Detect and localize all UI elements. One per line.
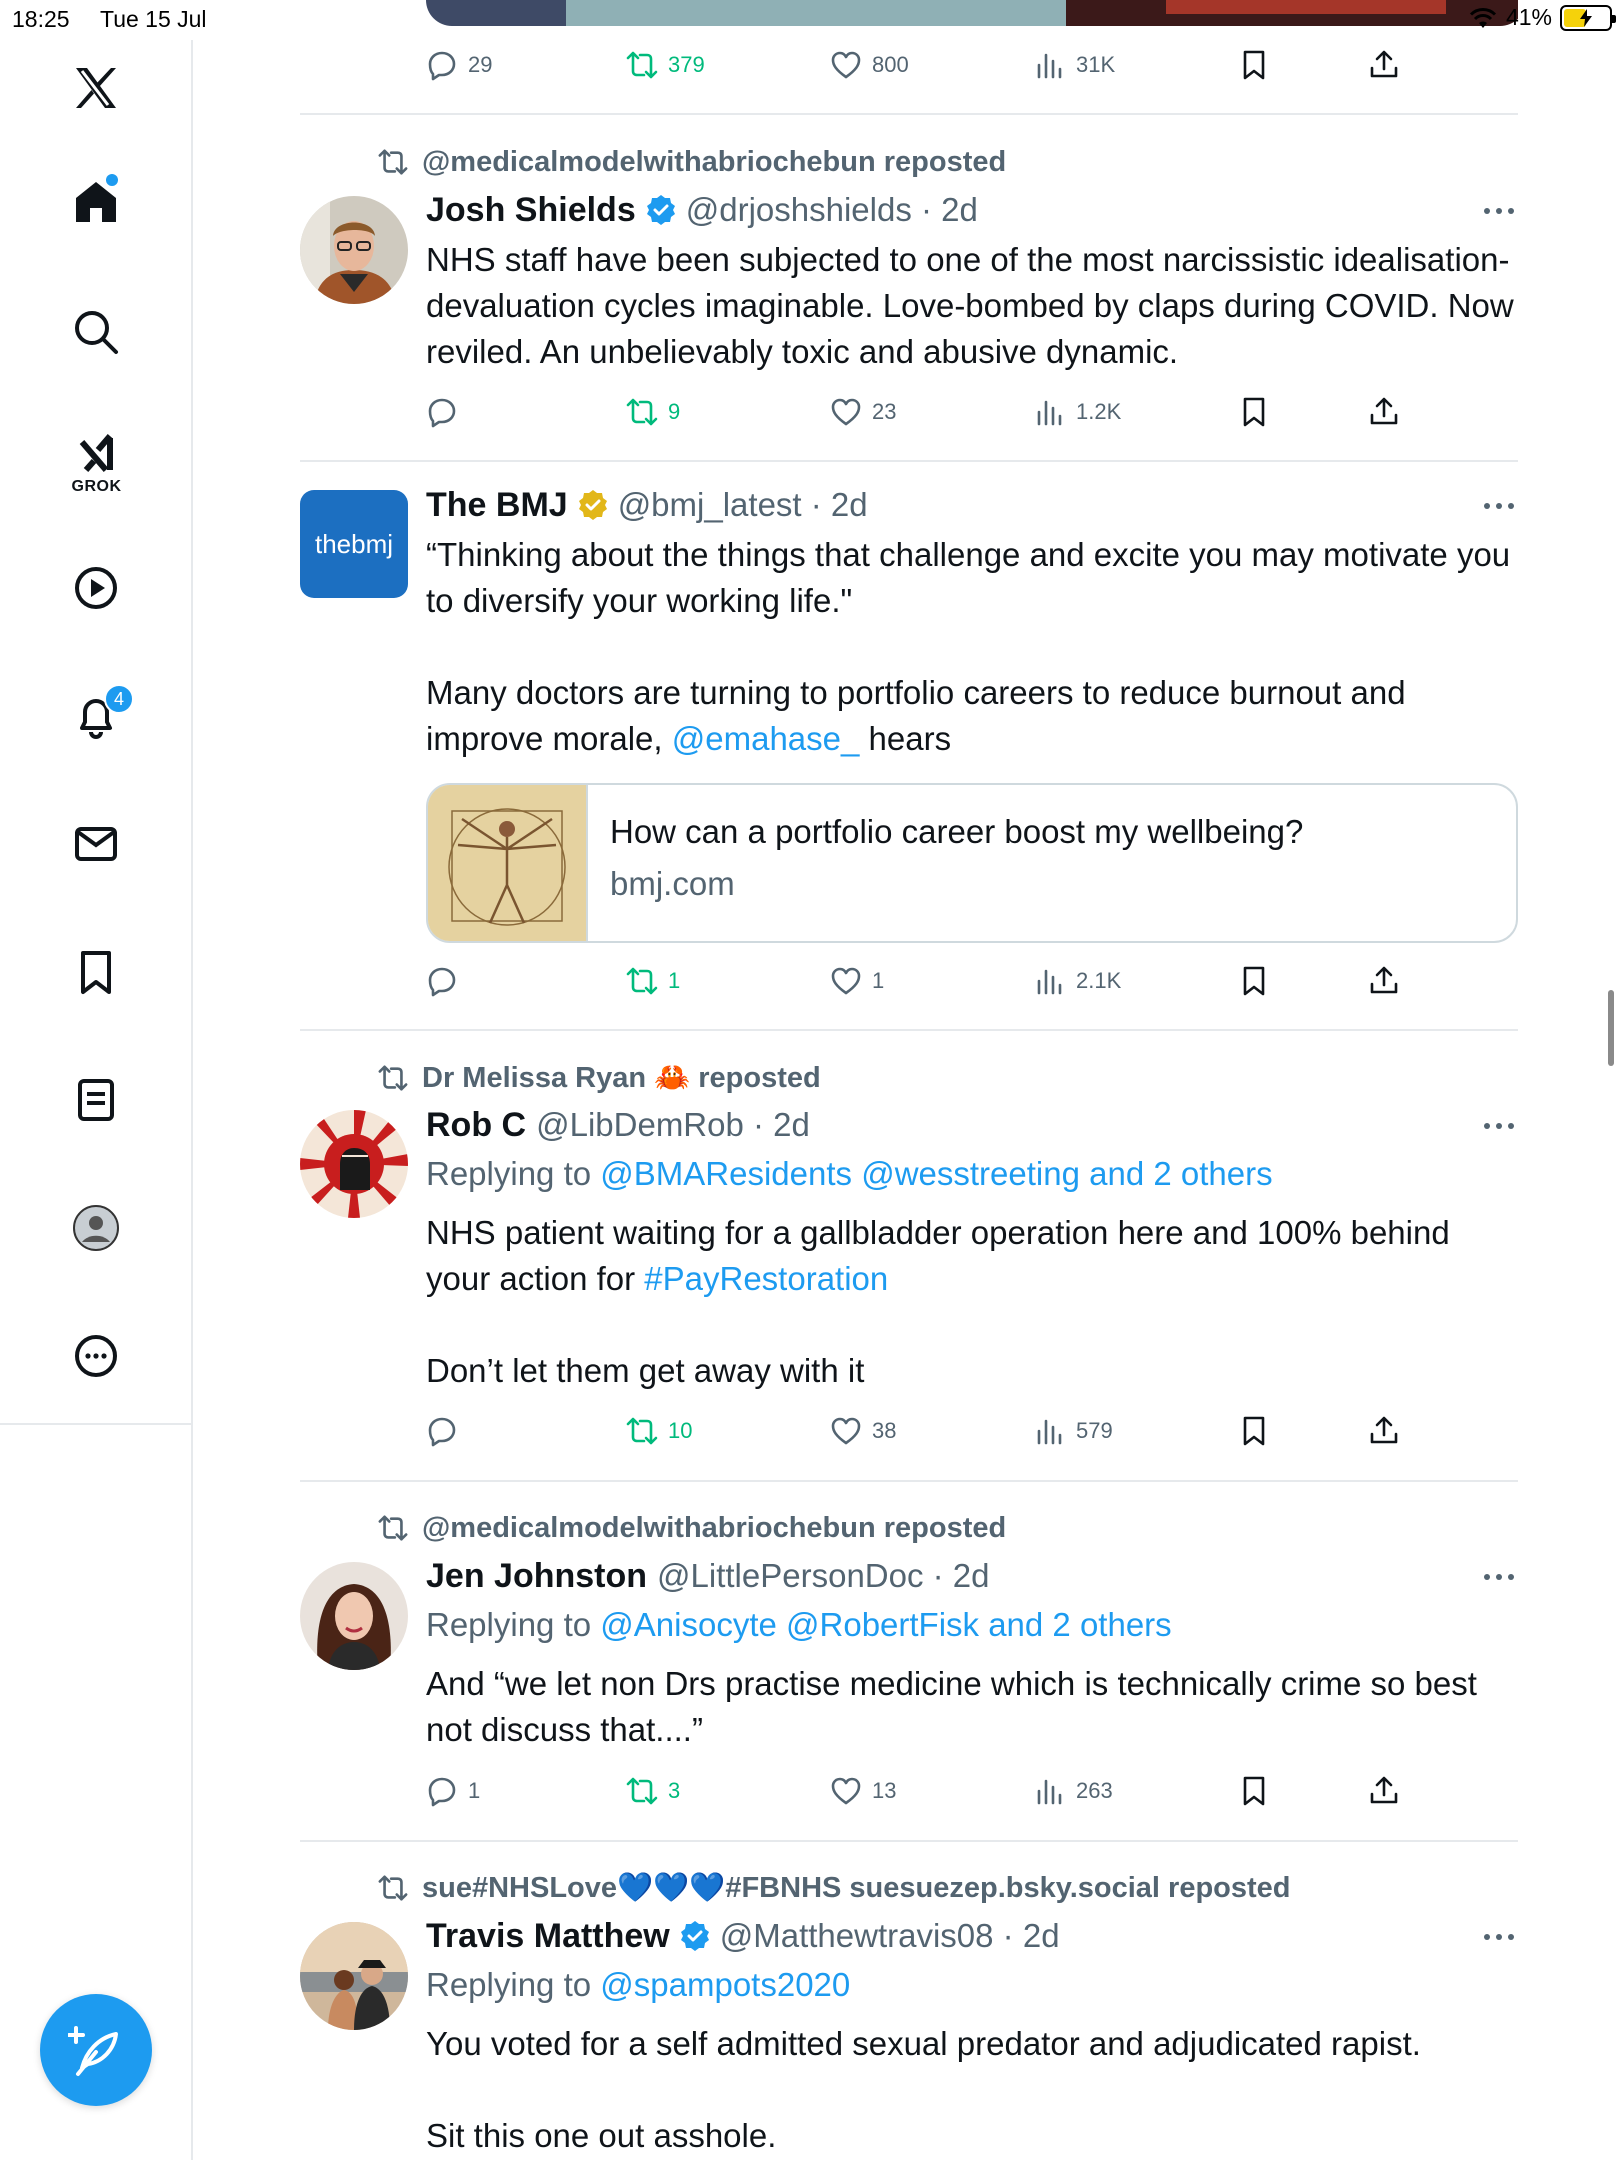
mention-link[interactable]: @emahase_	[671, 720, 860, 757]
reply-icon	[426, 1775, 458, 1807]
play-icon	[72, 564, 120, 612]
views-button[interactable]: 579	[1034, 1411, 1113, 1451]
views-icon	[1034, 396, 1066, 428]
repost-icon	[626, 396, 658, 428]
bookmark-button[interactable]	[1238, 1411, 1270, 1451]
like-button[interactable]: 38	[830, 1411, 896, 1451]
post-header	[426, 188, 978, 232]
status-time: 18:25	[12, 6, 70, 32]
avatar[interactable]	[300, 196, 408, 304]
share-button[interactable]	[1368, 1411, 1400, 1451]
reply-icon	[426, 965, 458, 997]
repost-icon	[378, 1063, 408, 1093]
bookmark-icon	[1238, 965, 1270, 997]
repost-context[interactable]: sue#NHSLove💙💙💙#FBNHS suesuezep.bsky.social reposted	[378, 1870, 1291, 1906]
post-header	[426, 483, 868, 527]
author-name[interactable]: Rob C	[426, 1105, 527, 1144]
repost-button[interactable]: 379	[626, 45, 705, 85]
verified-badge-icon	[644, 193, 678, 227]
reply-icon	[426, 1415, 458, 1447]
link-card-thumbnail	[428, 785, 588, 943]
bookmark-icon	[1238, 1775, 1270, 1807]
share-button[interactable]	[1368, 392, 1400, 432]
status-right	[1468, 4, 1612, 31]
share-icon	[1368, 396, 1400, 428]
grok-label: GROK	[71, 478, 122, 495]
author-name[interactable]: Josh Shields	[426, 190, 636, 229]
mail-icon	[72, 820, 120, 868]
post-text: NHS patient waiting for a gallbladder operation here and 100% behind your action for #PayRestoration Don’t let them get away with it	[426, 1214, 1450, 1389]
more-options-icon[interactable]	[1482, 201, 1516, 221]
post-header	[426, 1554, 990, 1598]
sidebar-item-profile[interactable]	[60, 1192, 132, 1264]
replying-to: Replying to @spampots2020	[426, 1966, 851, 2003]
like-button[interactable]: 800	[830, 45, 909, 85]
x-logo-icon[interactable]	[60, 52, 132, 124]
repost-icon	[378, 1513, 408, 1543]
reply-button[interactable]	[426, 1411, 468, 1451]
share-icon	[1368, 49, 1400, 81]
sidebar-item-search[interactable]	[60, 296, 132, 368]
verified-gold-badge-icon	[576, 488, 610, 522]
post-text: And “we let non Drs practise medicine which is technically crime so best not discuss that....”	[426, 1665, 1477, 1748]
profile-icon	[72, 1204, 120, 1252]
author-handle[interactable]: @bmj_latest · 2d	[617, 486, 868, 523]
grok-icon	[72, 428, 120, 476]
views-button[interactable]: 1.2K	[1034, 392, 1121, 432]
repost-icon	[626, 965, 658, 997]
avatar[interactable]	[300, 1110, 408, 1218]
wifi-icon	[1468, 6, 1498, 30]
views-button[interactable]: 31K	[1034, 45, 1115, 85]
post-text: “Thinking about the things that challenge and excite you may motivate you to diversify your working life." Many doctors are turning to portfolio careers to reduce burnout and improve morale, @emahase_ hears	[426, 536, 1511, 757]
bookmark-icon	[1238, 49, 1270, 81]
share-button[interactable]	[1368, 45, 1400, 85]
like-button[interactable]: 13	[830, 1771, 896, 1811]
link-card-domain: bmj.com	[610, 865, 735, 902]
replying-to-links[interactable]: @spampots2020	[600, 1966, 851, 2003]
share-button[interactable]	[1368, 961, 1400, 1001]
bookmark-button[interactable]	[1238, 1771, 1270, 1811]
post-text: NHS staff have been subjected to one of the most narcissistic idealisation-devaluation cycles imaginable. Love-bombed by claps during COVID. Now reviled. An unbelievably toxic and abusive dynamic.	[426, 241, 1514, 370]
bookmark-icon	[1238, 396, 1270, 428]
author-name[interactable]: Travis Matthew	[426, 1916, 670, 1955]
share-icon	[1368, 1775, 1400, 1807]
battery-percent: 41%	[1505, 4, 1552, 30]
reply-icon	[426, 49, 458, 81]
sidebar-item-lists[interactable]	[60, 1064, 132, 1136]
heart-icon	[830, 49, 862, 81]
replying-to-links[interactable]: @Anisocyte @RobertFisk and 2 others	[600, 1606, 1172, 1643]
sidebar-item-more[interactable]	[60, 1320, 132, 1392]
views-icon	[1034, 965, 1066, 997]
reply-button[interactable]	[426, 392, 468, 432]
share-icon	[1368, 1415, 1400, 1447]
views-icon	[1034, 1775, 1066, 1807]
author-handle[interactable]: @LibDemRob · 2d	[536, 1106, 810, 1143]
author-handle[interactable]: @LittlePersonDoc · 2d	[657, 1557, 990, 1594]
share-icon	[1368, 965, 1400, 997]
like-button[interactable]: 1	[830, 961, 884, 1001]
replying-to: Replying to @Anisocyte @RobertFisk and 2 others	[426, 1606, 1172, 1643]
verified-badge-icon	[678, 1919, 712, 1953]
bookmark-button[interactable]	[1238, 45, 1270, 85]
more-options-icon[interactable]	[1482, 1927, 1516, 1947]
sidebar-item-home[interactable]	[60, 166, 132, 238]
post-actions	[426, 392, 1426, 432]
home-unread-dot	[106, 174, 118, 186]
sidebar-item-video[interactable]	[60, 552, 132, 624]
repost-context[interactable]: @medicalmodelwithabriochebun reposted	[378, 1510, 1006, 1546]
hashtag-link[interactable]: #PayRestoration	[644, 1260, 889, 1297]
reply-button[interactable]: 1	[426, 1771, 480, 1811]
bookmark-icon	[1238, 1415, 1270, 1447]
more-options-icon[interactable]	[1482, 1116, 1516, 1136]
post-actions	[426, 45, 1426, 85]
repost-button[interactable]: 10	[626, 1411, 692, 1451]
avatar[interactable]	[300, 490, 408, 598]
repost-icon	[378, 147, 408, 177]
share-button[interactable]	[1368, 1771, 1400, 1811]
bookmark-button[interactable]	[1238, 392, 1270, 432]
compose-button[interactable]	[40, 1994, 152, 2106]
post-actions	[426, 1411, 1426, 1451]
repost-button[interactable]: 3	[626, 1771, 680, 1811]
repost-icon	[626, 49, 658, 81]
views-button[interactable]: 263	[1034, 1771, 1113, 1811]
post-text: You voted for a self admitted sexual predator and adjudicated rapist. Sit this one out asshole.	[426, 2025, 1421, 2154]
avatar[interactable]	[300, 1562, 408, 1670]
battery-icon	[1560, 5, 1612, 31]
scrollbar[interactable]	[1608, 990, 1614, 1066]
status-bar	[0, 0, 1620, 40]
heart-icon	[830, 396, 862, 428]
avatar[interactable]	[300, 1922, 408, 2030]
sidebar-item-bookmarks[interactable]	[60, 936, 132, 1008]
compose-feather-icon	[68, 2022, 124, 2078]
more-circle-icon	[72, 1332, 120, 1380]
like-button[interactable]: 23	[830, 392, 896, 432]
repost-icon	[626, 1415, 658, 1447]
status-date: Tue 15 Jul	[100, 6, 207, 32]
repost-icon	[378, 1873, 408, 1903]
link-card-title: How can a portfolio career boost my wellbeing?	[610, 813, 1304, 850]
heart-icon	[830, 1415, 862, 1447]
views-icon	[1034, 49, 1066, 81]
replying-to: Replying to @BMAResidents @wesstreeting and 2 others	[426, 1155, 1273, 1192]
heart-icon	[830, 1775, 862, 1807]
views-button[interactable]: 2.1K	[1034, 961, 1121, 1001]
heart-icon	[830, 965, 862, 997]
post-actions	[426, 1771, 1426, 1811]
reply-button[interactable]: 29	[426, 45, 492, 85]
reply-button[interactable]	[426, 961, 468, 1001]
post-actions	[426, 961, 1426, 1001]
repost-button[interactable]: 9	[626, 392, 680, 432]
author-handle[interactable]: @drjoshshields · 2d	[685, 191, 978, 228]
link-card[interactable]	[426, 783, 1518, 943]
repost-button[interactable]: 1	[626, 961, 680, 1001]
replying-to-links[interactable]: @BMAResidents @wesstreeting and 2 others	[600, 1155, 1273, 1192]
author-handle[interactable]: @Matthewtravis08 · 2d	[719, 1917, 1060, 1954]
list-icon	[72, 1076, 120, 1124]
author-name[interactable]: Jen Johnston	[426, 1556, 648, 1595]
svg-text:thebmj: thebmj	[314, 529, 394, 559]
views-icon	[1034, 1415, 1066, 1447]
post-header	[426, 1914, 1060, 1958]
more-options-icon[interactable]	[1482, 1567, 1516, 1587]
author-name[interactable]: The BMJ	[426, 485, 568, 524]
repost-context[interactable]: @medicalmodelwithabriochebun reposted	[378, 144, 1006, 180]
notifications-badge: 4	[104, 684, 134, 714]
search-icon	[72, 308, 120, 356]
bookmark-icon	[72, 948, 120, 996]
post-header	[426, 1103, 810, 1147]
repost-context[interactable]: Dr Melissa Ryan 🦀 reposted	[378, 1060, 821, 1096]
bookmark-button[interactable]	[1238, 961, 1270, 1001]
more-options-icon[interactable]	[1482, 496, 1516, 516]
repost-icon	[626, 1775, 658, 1807]
reply-icon	[426, 396, 458, 428]
sidebar-item-messages[interactable]	[60, 808, 132, 880]
